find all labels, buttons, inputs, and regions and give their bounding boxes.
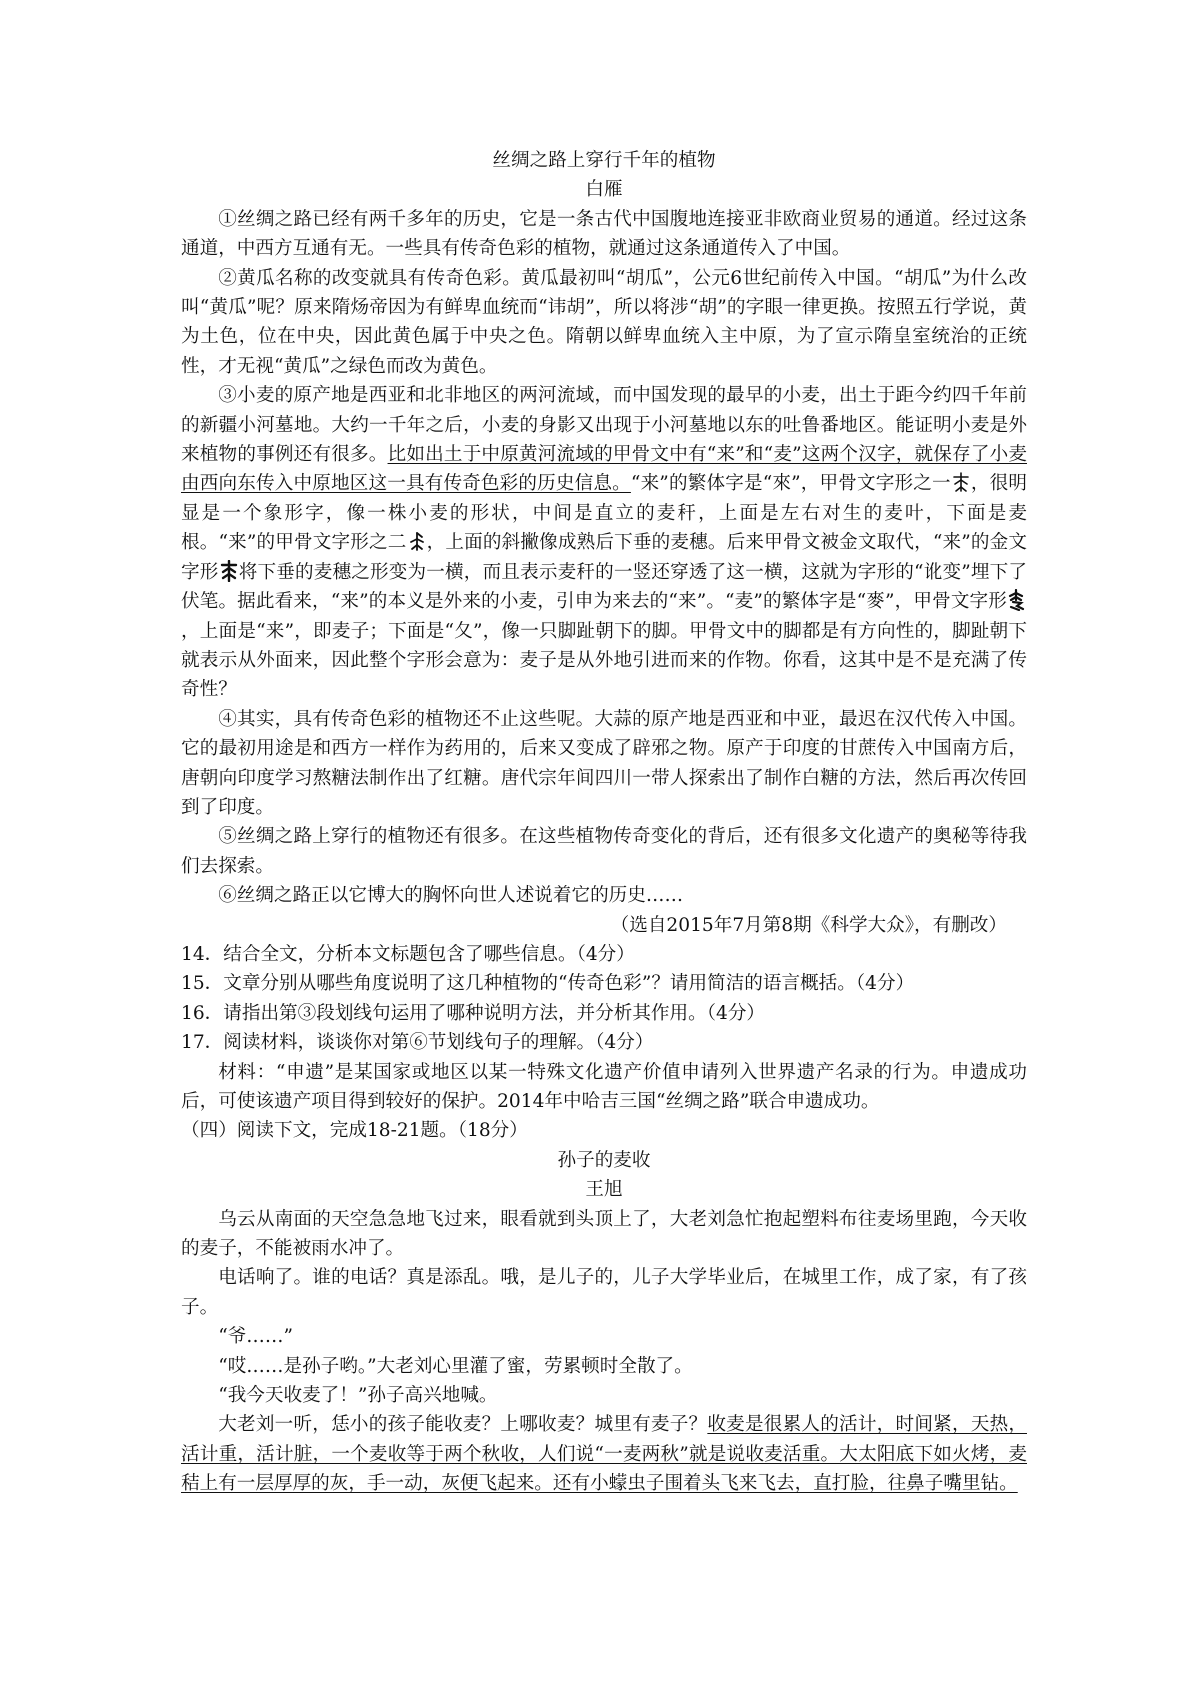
paragraph-3	[181, 381, 1027, 704]
story-author: 王旭	[585, 1179, 623, 1201]
section-4-heading: （四）阅读下文，完成18-21题。（18分）	[181, 1120, 528, 1142]
paragraph-6: ⑥丝绸之路正以它博大的胸怀向世人述说着它的历史……	[218, 885, 684, 907]
story-paragraph-2: 电话响了。谁的电话？真是添乱。哦，是儿子的，儿子大学毕业后，在城里工作，成了家，有了孩子。	[181, 1267, 1027, 1318]
story-paragraph-6	[181, 1410, 1027, 1498]
bronze-lai-icon	[219, 560, 239, 582]
question-14: 14．结合全文，分析本文标题包含了哪些信息。（4分）	[181, 943, 635, 965]
story-paragraph-1: 乌云从南面的天空急急地飞过来，眼看就到头顶上了，大老刘急忙抱起塑料布往麦场里跑，今天收的麦子，不能被雨水冲了。	[181, 1208, 1027, 1260]
story-title: 孙子的麦收	[557, 1149, 651, 1171]
material-text: 材料：“申遗”是某国家或地区以某一特殊文化遗产价值申请列入世界遗产名录的行为。申遗成功后，可使该遗产项目得到较好的保护。2014年中哈吉三国“丝绸之路”联合申遗成功。	[181, 1061, 1027, 1112]
paragraph-1: ①丝绸之路已经有两千多年的历史，它是一条古代中国腹地连接亚非欧商业贸易的通道。经过这条通道，中西方互通有无。一些具有传奇色彩的植物，就通过这条通道传入了中国。	[181, 208, 1027, 260]
question-16: 16．请指出第③段划线句运用了哪种说明方法，并分析其作用。（4分）	[181, 1002, 766, 1024]
story-paragraph-4: “哎……是孙子哟。”大老刘心里灌了蜜，劳累顿时全散了。	[218, 1355, 693, 1377]
underlined-sentence-p3: 比如出土于中原黄河流域的甲骨文中有“来”和“麦”这两个汉字，就保存了小麦由西向东传入中原地区这一具有传奇色彩的历史信息。	[181, 444, 1027, 495]
paragraph-3-text-b: “来”的繁体字是“來”，甲骨文字形之一	[630, 473, 951, 495]
paragraph-3-text-d: ，上面的斜撇像成熟后下垂的麦穗。后来甲骨文被金文取代，“来”的金文字形	[181, 532, 1027, 583]
story-paragraph-3: “爷……”	[218, 1326, 293, 1348]
paragraph-3-text-f: ，上面是“来”，即麦子；下面是“夂”，像一只脚趾朝下的脚。甲骨文中的脚都是有方向性的，脚趾朝下就表示从外面来，因此整个字形会意为：麦子是从外地引进而来的作物。你看，这其中是不是充满了传奇性？	[181, 620, 1027, 701]
paragraph-3-text-a: ③小麦的原产地是西亚和北非地区的两河流域，而中国发现的最早的小麦，出土于距今约四千年前的新疆小河墓地。大约一千年之后，小麦的身影又出现于小河墓地以东的吐鲁番地区。能证明小麦是外来植物的事例还有很多。	[181, 385, 1027, 466]
article-author: 白雁	[585, 179, 623, 201]
source-citation: （选自2015年7月第8期《科学大众》，有删改）	[610, 914, 1007, 936]
paragraph-5: ⑤丝绸之路上穿行的植物还有很多。在这些植物传奇变化的背后，还有很多文化遗产的奥秘等待我们去探索。	[181, 826, 1027, 877]
story-paragraph-6-text: 大老刘一听，恁小的孩子能收麦？上哪收麦？城里有麦子？	[218, 1414, 708, 1436]
question-17: 17．阅读材料，谈谈你对第⑥节划线句子的理解。（4分）	[181, 1032, 654, 1054]
paragraph-4: ④其实，具有传奇色彩的植物还不止这些呢。大蒜的原产地是西亚和中亚，最迟在汉代传入中国。它的最初用途是和西方一样作为药用的，后来又变成了辟邪之物。原产于印度的甘蔗传入中国南方后，唐朝向印度学习熬糖法制作出了红糖。唐代宗年间四川一带人探索出了制作白糖的方法，然后再次传回到了印度。	[181, 708, 1027, 818]
oracle-bone-mai-icon	[1007, 589, 1027, 611]
oracle-bone-lai-1-icon	[951, 471, 971, 493]
paragraph-3-text-e: 将下垂的麦穗之形变为一横，而且表示麦秆的一竖还穿透了这一横，这就为字形的“讹变”埋下了伏笔。据此看来，“来”的本义是外来的小麦，引申为来去的“来”。“麦”的繁体字是“麥”，甲骨文字形	[181, 561, 1027, 613]
underlined-sentence-story: 收麦是很累人的活计，时间紧，天热，活计重，活计脏，一个麦收等于两个秋收，人们说“一麦两秋”就是说收麦活重。大太阳底下如火烤，麦秸上有一层厚厚的灰，手一动，灰便飞起来。还有小蠓虫子围着头飞来飞去，直打脸，往鼻子嘴里钻。	[181, 1414, 1027, 1495]
paragraph-3-text-c: ，很明显是一个象形字，像一株小麦的形状，中间是直立的麦秆，上面是左右对生的麦叶，下面是麦根。“来”的甲骨文字形之二	[181, 473, 1027, 554]
question-15: 15．文章分别从哪些角度说明了这几种植物的“传奇色彩”？请用简洁的语言概括。（4分）	[181, 973, 915, 995]
paragraph-2: ②黄瓜名称的改变就具有传奇色彩。黄瓜最初叫“胡瓜”，公元6世纪前传入中国。“胡瓜”为什么改叫“黄瓜”呢？原来隋炀帝因为有鲜卑血统而“讳胡”，所以将涉“胡”的字眼一律更换。按照五行学说，黄为土色，位在中央，因此黄色属于中央之色。隋朝以鲜卑血统入主中原，为了宣示隋皇室统治的正统性，才无视“黄瓜”之绿色而改为黄色。	[181, 267, 1027, 377]
story-paragraph-5: “我今天收麦了！”孙子高兴地喊。	[218, 1385, 498, 1407]
oracle-bone-lai-2-icon	[407, 530, 427, 552]
exam-page	[181, 146, 1027, 1499]
article-title: 丝绸之路上穿行千年的植物	[492, 150, 716, 171]
